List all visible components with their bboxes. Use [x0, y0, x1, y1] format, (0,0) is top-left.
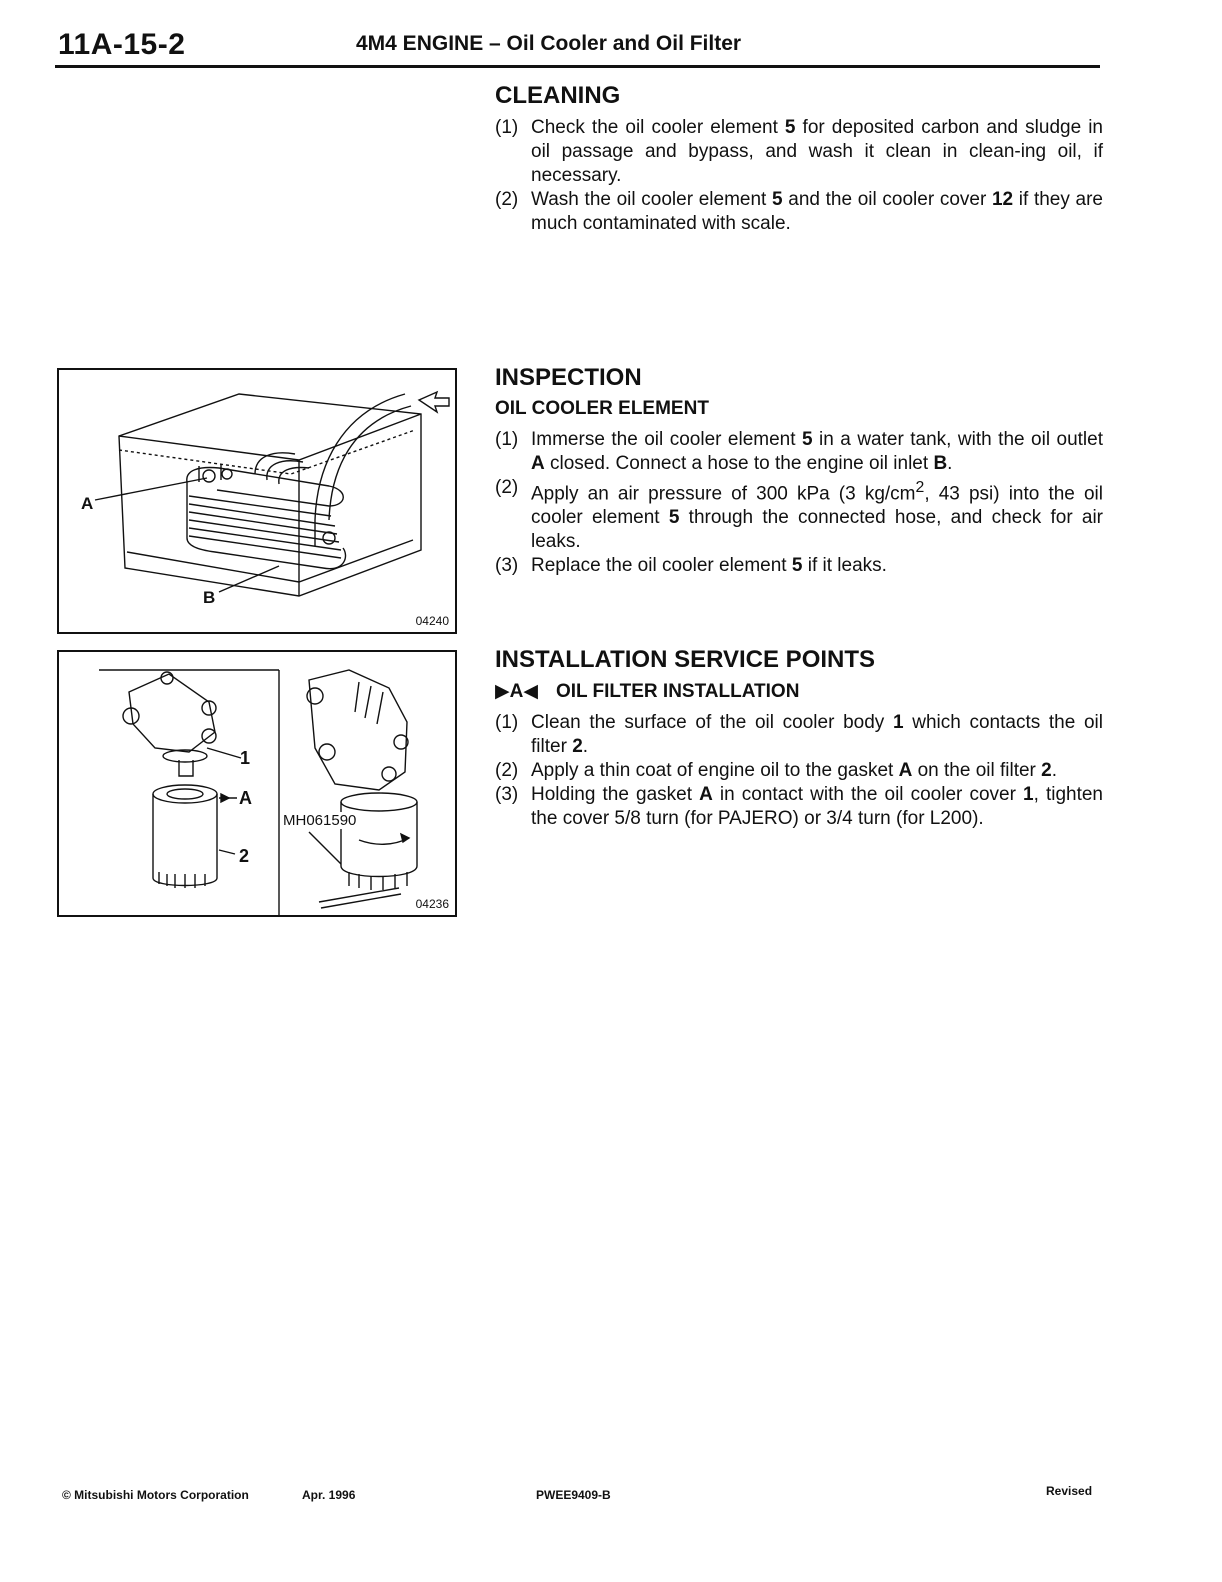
list-item: (2) Wash the oil cooler element 5 and the oil cooler cover 12 if they are much contaminated with scale.: [495, 189, 1103, 234]
installation-section: [495, 646, 1103, 831]
list-item: (1) Immerse the oil cooler element 5 in a water tank, with the oil outlet A closed. Connect a hose to the engine oil inlet B.: [495, 429, 1103, 474]
list-item: (2) Apply a thin coat of engine oil to the gasket A on the oil filter 2.: [495, 760, 1058, 781]
oil-cooler-tank-illustration: [59, 370, 455, 632]
installation-subheading: ▶A◀ OIL FILTER INSTALLATION: [495, 681, 800, 702]
footer-doc-code: PWEE9409-B: [536, 1488, 611, 1502]
footer-copyright: © Mitsubishi Motors Corporation: [62, 1488, 249, 1502]
footer-status: Revised: [1046, 1484, 1093, 1498]
footer-date: Apr. 1996: [302, 1488, 356, 1502]
figure-code: 04240: [415, 614, 449, 628]
figure-oil-filter-install: [57, 650, 457, 917]
inspection-subheading: OIL COOLER ELEMENT: [495, 398, 709, 419]
step-number: (3): [495, 555, 519, 577]
header-divider: [55, 65, 1100, 68]
oil-filter-illustration: [59, 652, 455, 915]
callout-1: 1: [240, 748, 251, 768]
tool-code: MH061590: [283, 812, 357, 829]
callout-a: A: [81, 494, 94, 513]
page-number: 11A-15-2: [58, 28, 186, 61]
step-number: (2): [495, 189, 519, 210]
inspection-section: [495, 364, 1103, 578]
cleaning-steps: [495, 116, 1103, 236]
figure-oil-cooler-tank: [57, 368, 457, 634]
callout-a: A: [239, 788, 252, 808]
step-number: (1): [495, 429, 519, 450]
installation-heading: INSTALLATION SERVICE POINTS: [495, 646, 876, 673]
list-item: (1) Clean the surface of the oil cooler body 1 which contacts the oil filter 2.: [495, 712, 1103, 757]
list-item: (2) Apply an air pressure of 300 kPa (3 $kg/cm^2$, 43 psi) into the oil cooler element 5 through the connected hose, and check for air leaks.: [495, 477, 1104, 553]
inspection-steps: [495, 428, 1103, 578]
inspection-heading: INSPECTION: [495, 364, 642, 391]
installation-steps: [495, 711, 1103, 831]
page-title: 4M4 ENGINE – Oil Cooler and Oil Filter: [356, 32, 742, 55]
cleaning-section: [495, 82, 1103, 236]
list-item: (3) Holding the gasket A in contact with the oil cooler cover 1, tighten the cover 5/8 turn (for PAJERO) or 3/4 turn (for L200).: [495, 784, 1103, 829]
callout-b: B: [203, 588, 216, 607]
step-number: (2): [495, 760, 519, 781]
cleaning-heading: CLEANING: [495, 82, 621, 109]
list-item: (1) Check the oil cooler element 5 for deposited carbon and sludge in oil passage and bypass, and wash it clean in clean-ing oil, if necessary.: [495, 117, 1103, 186]
service-point-marker: ▶A◀: [495, 681, 538, 702]
callout-2: 2: [239, 846, 250, 866]
step-number: (3): [495, 784, 519, 805]
list-item: (3) Replace the oil cooler element 5 if it leaks.: [495, 555, 887, 577]
step-number: (1): [495, 117, 519, 138]
step-number: (2): [495, 477, 519, 498]
figure-code: 04236: [415, 897, 449, 911]
step-number: (1): [495, 712, 519, 733]
